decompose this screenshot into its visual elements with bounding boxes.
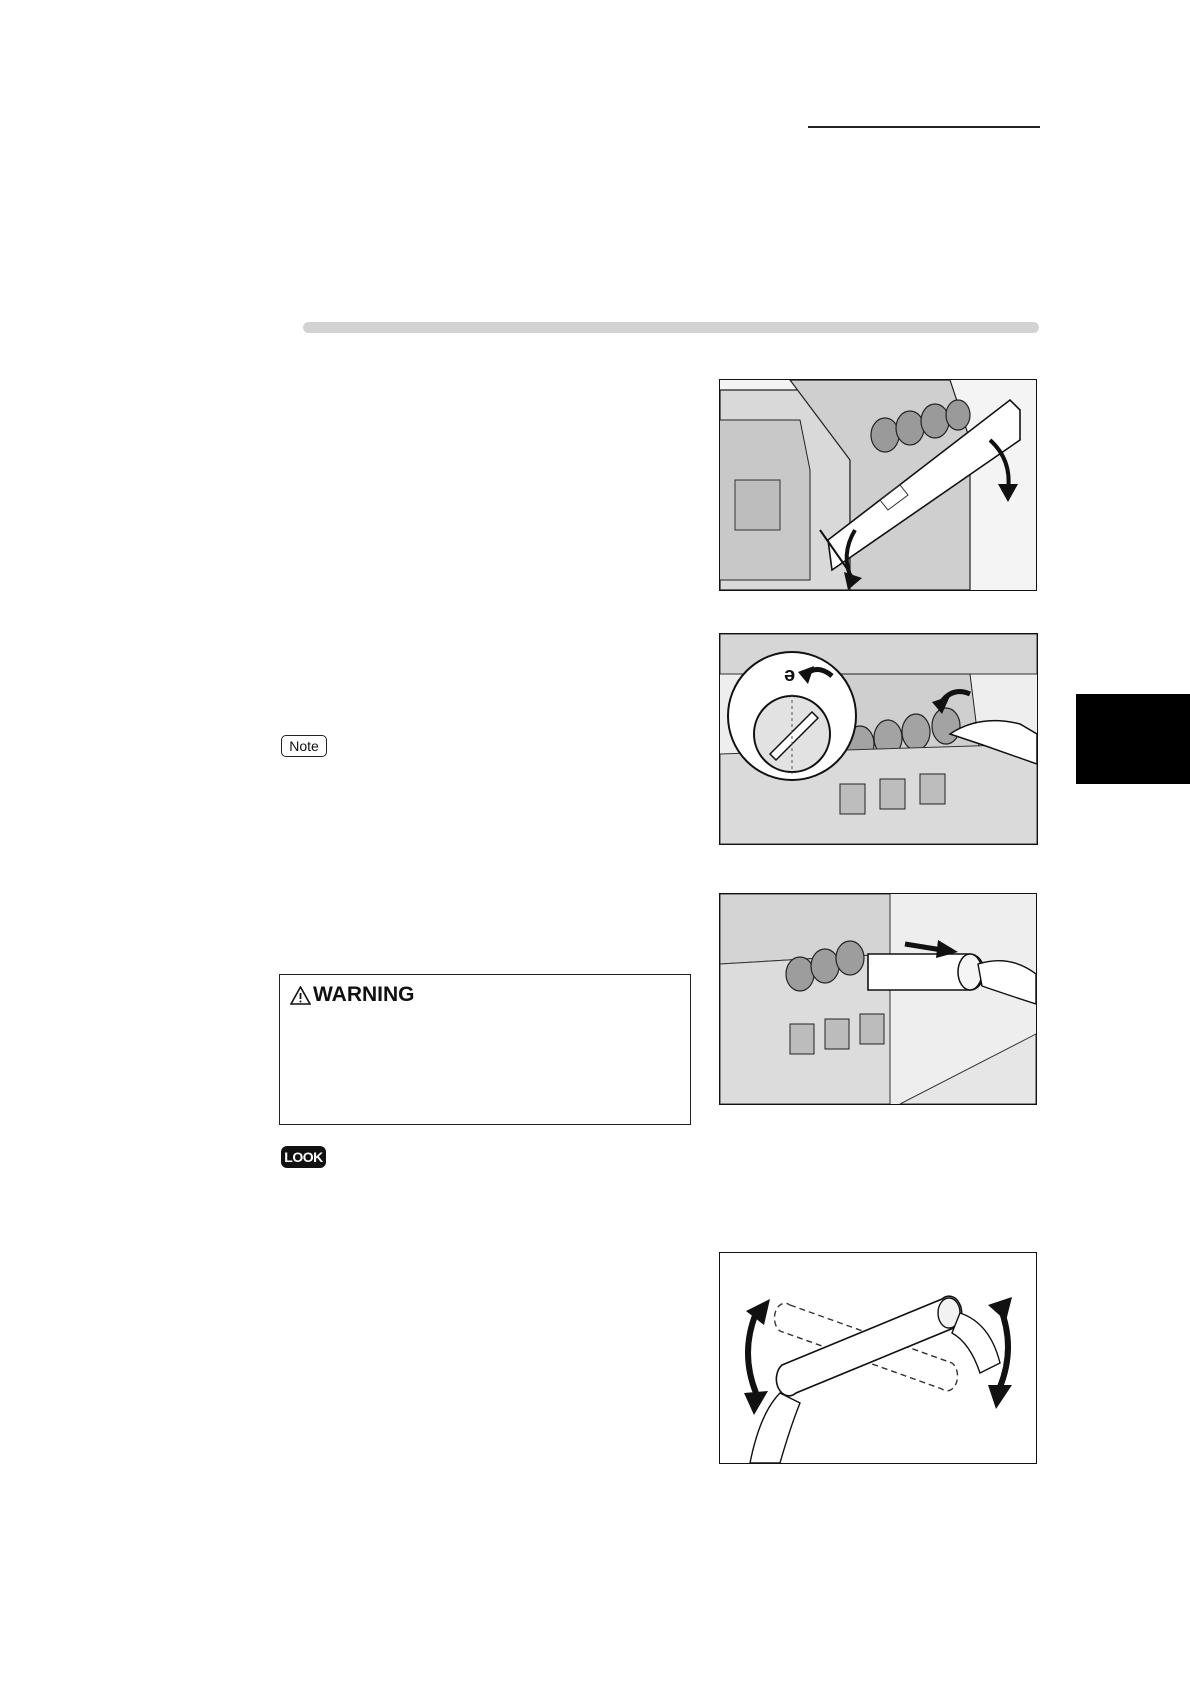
illustration-unlock-cartridge bbox=[719, 633, 1038, 845]
look-label: LOOK bbox=[281, 1146, 326, 1168]
section-divider-bar bbox=[303, 322, 1039, 333]
toner-unlock-drawing bbox=[720, 634, 1037, 844]
illustration-open-front-cover bbox=[719, 379, 1037, 591]
header-rule bbox=[808, 126, 1040, 128]
warning-heading bbox=[290, 983, 415, 1007]
note-label: Note bbox=[281, 735, 327, 757]
printer-front-cover-drawing bbox=[720, 380, 1036, 590]
warning-label: WARNING bbox=[313, 983, 415, 1006]
warning-box bbox=[279, 974, 691, 1125]
unlock-symbol-icon: ə bbox=[784, 664, 796, 686]
chapter-tab bbox=[1076, 694, 1190, 784]
toner-shake-drawing bbox=[720, 1253, 1036, 1463]
toner-removal-drawing bbox=[720, 894, 1036, 1104]
illustration-remove-cartridge bbox=[719, 893, 1037, 1105]
illustration-shake-cartridge bbox=[719, 1252, 1037, 1464]
warning-triangle-icon bbox=[290, 986, 311, 1005]
